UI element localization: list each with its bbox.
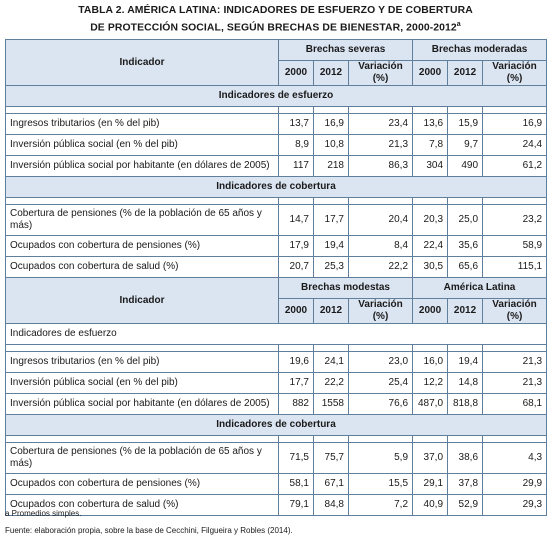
cell: 25,3 [314,257,349,278]
cell: 25,4 [349,373,413,394]
block1-header-row-groups [6,40,547,61]
col-header: Variación (%) [483,61,547,86]
table-row [6,373,547,394]
table-row [6,236,547,257]
cell: 23,0 [349,352,413,373]
cell: 76,6 [349,394,413,415]
table-title-line2 [0,18,551,35]
cell: 29,3 [483,495,547,516]
cell: 29,1 [413,474,448,495]
section-title-cobertura: Indicadores de cobertura [6,177,547,198]
cell: 14,7 [279,205,314,236]
cell: 12,2 [413,373,448,394]
cell: 218 [314,156,349,177]
col-header: Variación (%) [349,61,413,86]
table-row [6,257,547,278]
cell: 7,8 [413,135,448,156]
cell: 7,2 [349,495,413,516]
row-label: Inversión pública social por habitante (en dólares de 2005) [6,394,279,415]
cell: 20,3 [413,205,448,236]
cell: 23,4 [349,114,413,135]
cell: 75,7 [314,443,349,474]
cell: 487,0 [413,394,448,415]
cell: 68,1 [483,394,547,415]
row-label: Ocupados con cobertura de pensiones (%) [6,474,279,495]
cell: 19,6 [279,352,314,373]
cell: 52,9 [448,495,483,516]
footnote: a Promedios simples. [5,509,82,518]
cell: 21,3 [483,373,547,394]
section-header-row [6,415,547,436]
cell: 58,9 [483,236,547,257]
cell: 40,9 [413,495,448,516]
cell: 1558 [314,394,349,415]
row-label: Cobertura de pensiones (% de la población de 65 años y más) [6,205,279,236]
cell: 22,2 [349,257,413,278]
cell: 15,5 [349,474,413,495]
cell: 490 [448,156,483,177]
row-label: Inversión pública social (en % del pib) [6,373,279,394]
cell: 24,1 [314,352,349,373]
section-header-row [6,86,547,107]
cell: 10,8 [314,135,349,156]
cell: 58,1 [279,474,314,495]
data-table [5,39,547,516]
table-row [6,474,547,495]
cell: 19,4 [314,236,349,257]
cell: 22,4 [413,236,448,257]
cell: 16,0 [413,352,448,373]
table-row [6,205,547,236]
cell: 9,7 [448,135,483,156]
cell: 84,8 [314,495,349,516]
table-title-line1: TABLA 2. AMÉRICA LATINA: INDICADORES DE ESFUERZO Y DE COBERTURA [78,5,473,16]
cell: 19,4 [448,352,483,373]
group-header-modestas: Brechas modestas [279,278,413,299]
cell: 65,6 [448,257,483,278]
row-label: Inversión pública social por habitante (en dólares de 2005) [6,156,279,177]
cell: 35,6 [448,236,483,257]
row-label: Ocupados con cobertura de pensiones (%) [6,236,279,257]
cell: 5,9 [349,443,413,474]
block2-header-row-groups [6,278,547,299]
col-header: 2000 [279,299,314,324]
cell: 16,9 [314,114,349,135]
table-row [6,114,547,135]
col-header: 2000 [413,61,448,86]
table-row [6,156,547,177]
cell: 882 [279,394,314,415]
col-header: 2012 [448,299,483,324]
spacer-row [6,198,547,205]
cell: 117 [279,156,314,177]
section-title-cobertura: Indicadores de cobertura [6,415,547,436]
spacer-row [6,107,547,114]
section-title-esfuerzo: Indicadores de esfuerzo [6,324,547,345]
cell: 8,4 [349,236,413,257]
footnote-marker: a [456,21,461,28]
col-header: 2012 [314,299,349,324]
col-header: 2000 [413,299,448,324]
row-label: Ingresos tributarios (en % del pib) [6,114,279,135]
table-row [6,443,547,474]
col-header: 2000 [279,61,314,86]
cell: 15,9 [448,114,483,135]
cell: 13,7 [279,114,314,135]
table-row [6,495,547,516]
cell: 304 [413,156,448,177]
col-header: 2012 [448,61,483,86]
indicator-header: Indicador [6,40,279,86]
cell: 21,3 [349,135,413,156]
cell: 86,3 [349,156,413,177]
col-header: Variación (%) [483,299,547,324]
cell: 14,8 [448,373,483,394]
cell: 17,9 [279,236,314,257]
table-row [6,352,547,373]
spacer-row [6,436,547,443]
table-row [6,394,547,415]
cell: 67,1 [314,474,349,495]
section-header-row [6,177,547,198]
cell: 20,7 [279,257,314,278]
col-header: Variación (%) [349,299,413,324]
cell: 71,5 [279,443,314,474]
source-note: Fuente: elaboración propia, sobre la base de Cecchini, Filgueira y Robles (2014). [5,526,293,535]
cell: 20,4 [349,205,413,236]
cell: 37,8 [448,474,483,495]
cell: 29,9 [483,474,547,495]
row-label: Ocupados con cobertura de salud (%) [6,495,279,516]
section-header-row [6,324,547,345]
cell: 61,2 [483,156,547,177]
spacer-row [6,345,547,352]
section-title-esfuerzo: Indicadores de esfuerzo [6,86,547,107]
cell: 23,2 [483,205,547,236]
cell: 22,2 [314,373,349,394]
cell: 4,3 [483,443,547,474]
cell: 17,7 [314,205,349,236]
row-label: Cobertura de pensiones (% de la población de 65 años y más) [6,443,279,474]
cell: 79,1 [279,495,314,516]
cell: 818,8 [448,394,483,415]
cell: 25,0 [448,205,483,236]
group-header-severas: Brechas severas [279,40,413,61]
table-title [0,4,551,35]
cell: 17,7 [279,373,314,394]
cell: 8,9 [279,135,314,156]
table-title-line2-text: DE PROTECCIÓN SOCIAL, SEGÚN BRECHAS DE BIENESTAR, 2000-2012 [90,22,457,34]
table-row [6,135,547,156]
cell: 115,1 [483,257,547,278]
col-header: 2012 [314,61,349,86]
cell: 21,3 [483,352,547,373]
cell: 16,9 [483,114,547,135]
cell: 30,5 [413,257,448,278]
row-label: Inversión pública social (en % del pib) [6,135,279,156]
group-header-america-latina: América Latina [413,278,547,299]
row-label: Ingresos tributarios (en % del pib) [6,352,279,373]
cell: 38,6 [448,443,483,474]
group-header-moderadas: Brechas moderadas [413,40,547,61]
row-label: Ocupados con cobertura de salud (%) [6,257,279,278]
indicator-header: Indicador [6,278,279,324]
cell: 13,6 [413,114,448,135]
cell: 37,0 [413,443,448,474]
cell: 24,4 [483,135,547,156]
